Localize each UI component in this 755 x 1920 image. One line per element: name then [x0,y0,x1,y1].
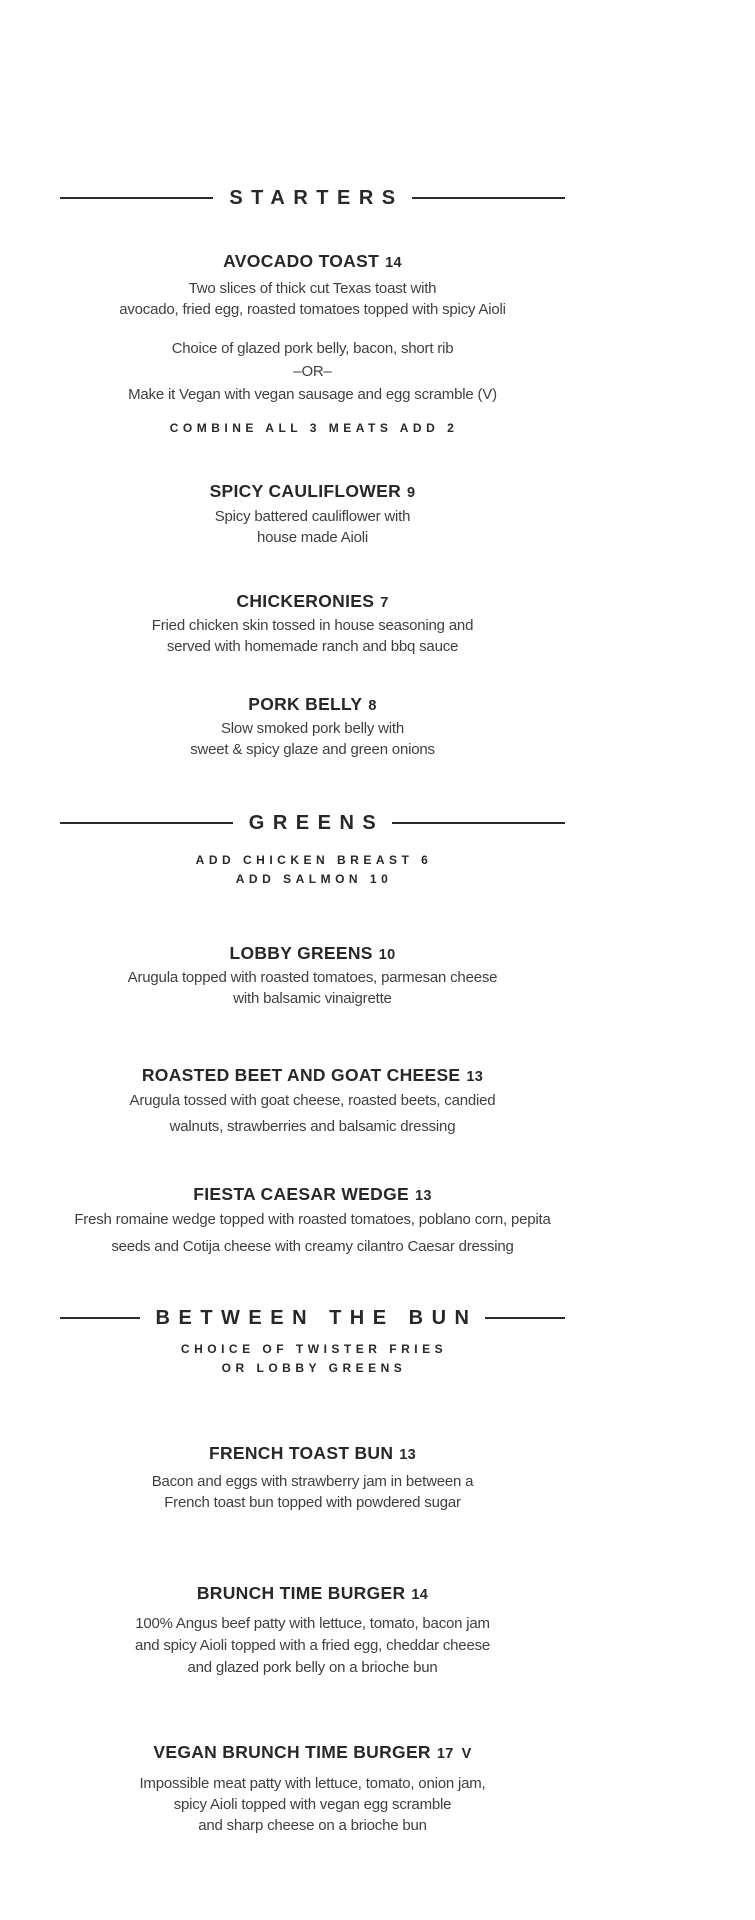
item-description [60,1613,565,1679]
item-price: 13 [399,1447,417,1463]
section-title: BETWEEN THE BUN [155,1307,478,1329]
menu-item-french-toast-bun [60,1444,565,1513]
menu-item-roasted-beet-goat-cheese [60,1066,565,1140]
menu-item-fiesta-caesar-wedge [60,1185,565,1260]
item-name-text: CHICKERONIES [236,591,375,611]
item-description [60,1088,565,1140]
item-description [60,506,565,548]
menu-item-lobby-greens [60,944,565,1009]
item-description-line: Spicy battered cauliflower with [214,508,411,525]
menu-item-vegan-brunch-time-burger [60,1743,565,1836]
item-description-line: Arugula topped with roasted tomatoes, parmesan cheese [127,969,498,986]
section-header-between-the-bun [60,1306,565,1330]
item-price: 7 [380,595,389,611]
item-name [60,944,565,964]
section-note-line: ADD CHICKEN BREAST 6 [195,853,433,867]
item-description-line: with balsamic vinaigrette [233,990,392,1007]
item-name [60,1066,565,1086]
item-description-line: and spicy Aioli topped with a fried egg, cheddar cheese [134,1637,491,1654]
item-description-line: served with homemade ranch and bbq sauce [166,638,459,655]
item-name [60,695,565,715]
item-name-text: ROASTED BEET AND GOAT CHEESE [141,1065,461,1085]
item-name [60,592,565,612]
item-name [60,1584,565,1604]
menu-item-brunch-time-burger [60,1584,565,1679]
item-name [60,1185,565,1205]
section-note-line: CHOICE OF TWISTER FRIES [180,1342,448,1356]
item-name [60,1743,565,1763]
item-description-line: Fried chicken skin tossed in house seasoning and [151,617,474,634]
divider-line [392,822,565,824]
section-note-greens [60,851,565,889]
section-title: GREENS [248,812,385,834]
item-description [60,967,565,1009]
item-description-line: Fresh romaine wedge topped with roasted tomatoes, poblano corn, pepita [74,1211,551,1228]
item-price: 14 [411,1587,429,1603]
item-description-line: 100% Angus beef patty with lettuce, tomato, bacon jam [135,1615,490,1632]
item-option-line: –OR– [293,363,332,380]
item-price: 10 [378,947,396,963]
item-description-line: house made Aioli [256,529,369,546]
section-note-between-the-bun [60,1340,565,1378]
item-description [60,1471,565,1513]
item-description-line: Bacon and eggs with strawberry jam in between a [151,1473,474,1490]
item-name-text: FIESTA CAESAR WEDGE [193,1184,409,1204]
item-name-text: PORK BELLY [248,694,363,714]
item-name-text: FRENCH TOAST BUN [208,1443,394,1463]
item-price: 13 [466,1069,484,1085]
item-description-line: spicy Aioli topped with vegan egg scramble [173,1796,452,1813]
item-options [60,337,565,406]
section-note-line: ADD SALMON 10 [235,872,393,886]
item-description [60,615,565,657]
item-name-text: BRUNCH TIME BURGER [196,1583,406,1603]
item-description-line: and glazed pork belly on a brioche bun [187,1659,438,1676]
section-header-greens [60,811,565,835]
section-header-starters [60,186,565,210]
vegan-tag: V [461,1746,472,1762]
item-description-line: Slow smoked pork belly with [220,720,404,737]
section-note-line: OR LOBBY GREENS [221,1361,407,1375]
item-description-line: seeds and Cotija cheese with creamy cilantro Caesar dressing [111,1238,514,1255]
item-price: 17 [436,1746,454,1762]
item-description-line: avocado, fried egg, roasted tomatoes topped with spicy Aioli [119,301,506,318]
item-name-text: VEGAN BRUNCH TIME BURGER [153,1742,431,1762]
item-name [60,1444,565,1464]
menu-item-chickeronies [60,592,565,657]
item-description-line: and sharp cheese on a brioche bun [198,1817,427,1834]
menu-item-pork-belly [60,695,565,760]
item-description [60,1206,565,1260]
item-description-line: French toast bun topped with powdered sugar [164,1494,461,1511]
item-description-line: Arugula tossed with goat cheese, roasted beets, candied [129,1092,496,1109]
item-description-line: walnuts, strawberries and balsamic dressing [169,1118,456,1135]
item-description-line: Two slices of thick cut Texas toast with [188,280,437,297]
section-title: STARTERS [229,187,404,209]
item-description-line: sweet & spicy glaze and green onions [190,741,435,758]
item-price: 8 [368,698,377,714]
divider-line [60,822,233,824]
menu-item-avocado-toast [60,252,565,436]
item-description [60,718,565,760]
item-price: 9 [407,485,416,501]
item-name-text: AVOCADO TOAST [223,251,380,271]
item-description [60,1773,565,1836]
item-note: COMBINE ALL 3 MEATS ADD 2 [169,421,459,435]
item-option-line: Choice of glazed pork belly, bacon, short rib [171,340,454,357]
item-name [60,252,565,272]
menu-page [60,0,565,1836]
item-option-line: Make it Vegan with vegan sausage and egg scramble (V) [128,386,497,403]
menu-item-spicy-cauliflower [60,482,565,548]
item-name-text: LOBBY GREENS [229,943,373,963]
divider-line [60,1317,140,1319]
divider-line [485,1317,565,1319]
item-price: 13 [414,1188,432,1204]
item-name-text: SPICY CAULIFLOWER [209,481,402,501]
item-name [60,482,565,502]
item-description [60,278,565,320]
divider-line [60,197,213,199]
item-description-line: Impossible meat patty with lettuce, tomato, onion jam, [139,1775,486,1792]
divider-line [412,197,565,199]
item-price: 14 [385,255,402,271]
